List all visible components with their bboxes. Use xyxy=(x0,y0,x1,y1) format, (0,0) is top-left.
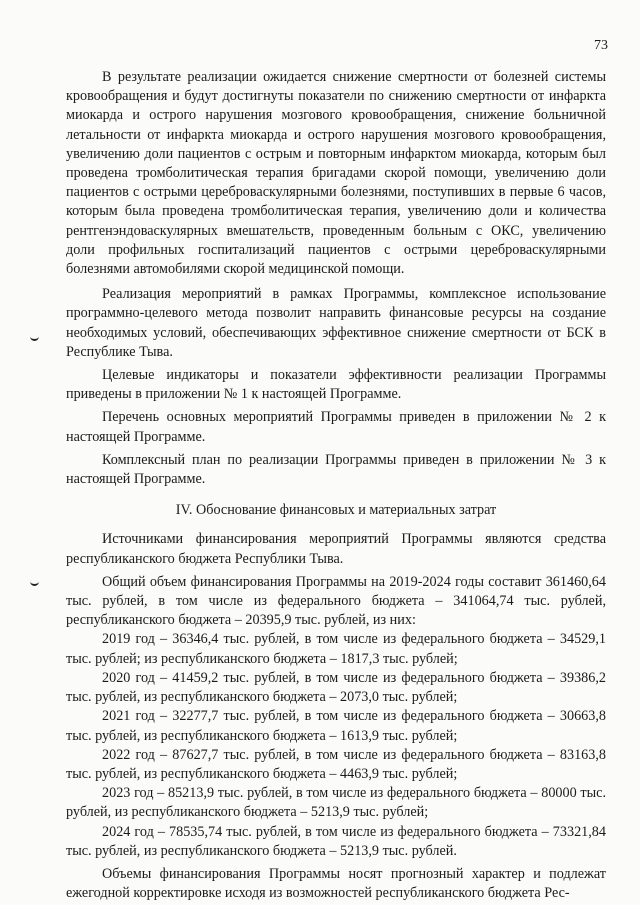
paragraph-year-2020: 2020 год – 41459,2 тыс. рублей, в том числе из федерального бюджета – 39386,2 тыс. рублей, из республиканского бюджета – 2073,0 тыс. рублей; xyxy=(66,669,606,706)
paragraph-year-2019: 2019 год – 36346,4 тыс. рублей, в том числе из федерального бюджета – 34529,1 тыс. рублей; из республиканского бюджета – 1817,3 тыс. рублей; xyxy=(66,631,606,667)
paragraph: В результате реализации ожидается снижение смертности от болезней системы кровообращения и будут достигнуты показатели по снижению смертности от инфаркта миокарда и острого нарушения мозгового кровообращения, снижение больничной летальности от инфаркта миокарда и острого нарушения мозгового кровообращения, увеличению доли пациентов с острым и повторным инфарктом миокарда, которым был проведена тромболитическая терапия бригадами скорой помощи, увеличению доли пациентов с острыми цереброваскулярными болезнями, поступивших в первые 6 часов, которым была проведена тромболитическая терапия, увеличению доли и количества рентгенэндоваскулярных вмешательств, проведенным больным с ОКС, увеличению доли профильных госпитализаций пациентов с острыми цереброваскулярными болезнями автомобилями скорой медицинской помощи. xyxy=(66,69,606,278)
page-number: 73 xyxy=(594,38,608,53)
paragraph: Объемы финансирования Программы носят прогнозный характер и подлежат ежегодной корректировке исходя из возможностей республиканского бюджета Рес- xyxy=(66,865,606,902)
paragraph-year-2023: 2023 год – 85213,9 тыс. рублей, в том числе из федерального бюджета – 80000 тыс. рублей, из республиканского бюджета – 5213,9 тыс. рублей; xyxy=(66,785,606,821)
paragraph: Комплексный план по реализации Программы приведен в приложении № 3 к настоящей Программе. xyxy=(66,451,606,488)
paragraph: Общий объем финансирования Программы на 2019-2024 годы составит 361460,64 тыс. рублей, в том числе из федерального бюджета – 341064,74 тыс. рублей, республиканского бюджета – 20395,9 тыс. рублей, из них: xyxy=(66,573,606,629)
paragraph-year-2021: 2021 год – 32277,7 тыс. рублей, в том числе из федерального бюджета – 30663,8 тыс. рублей, из республиканского бюджета – 1613,9 тыс. рублей; xyxy=(66,708,606,744)
binding-mark-icon xyxy=(30,333,39,341)
paragraph: Целевые индикаторы и показатели эффективности реализации Программы приведены в приложении № 1 к настоящей Программе. xyxy=(66,367,606,403)
paragraph-year-2022: 2022 год – 87627,7 тыс. рублей, в том числе из федерального бюджета – 83163,8 тыс. рублей, из республиканского бюджета – 4463,9 тыс. рублей; xyxy=(66,746,606,782)
paragraph: Перечень основных мероприятий Программы приведен в приложении № 2 к настоящей Программе. xyxy=(66,409,606,445)
section-heading: IV. Обоснование финансовых и материальных затрат xyxy=(175,502,497,519)
paragraph: Источниками финансирования мероприятий Программы являются средства республиканского бюджета Республики Тыва. xyxy=(66,531,606,567)
document-body xyxy=(66,68,606,903)
paragraph-year-2024: 2024 год – 78535,74 тыс. рублей, в том числе из федерального бюджета – 73321,84 тыс. рублей, из республиканского бюджета – 5213,9 тыс. рублей. xyxy=(66,823,606,859)
paragraph: Реализация мероприятий в рамках Программы, комплексное использование программно-целевого метода позволит направить финансовые ресурсы на создание необходимых условий, обеспечивающих эффективное снижение смертности от БСК в Республике Тыва. xyxy=(66,286,606,360)
binding-mark-icon xyxy=(30,578,39,586)
